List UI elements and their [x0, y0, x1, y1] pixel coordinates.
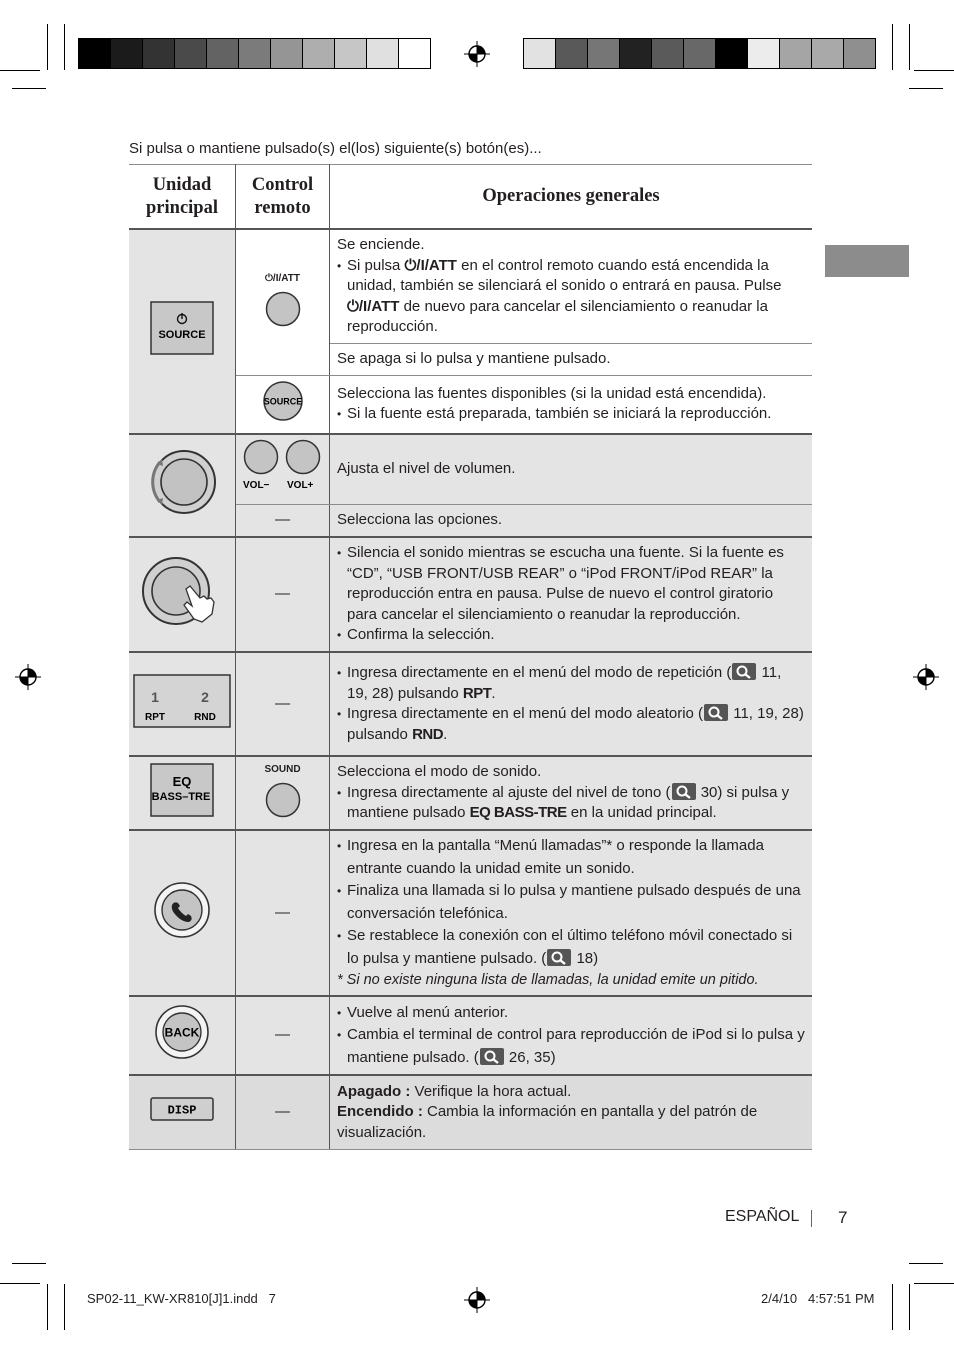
color-swatch [366, 38, 399, 69]
color-swatch [843, 38, 876, 69]
header-remote: Control remoto [236, 165, 330, 230]
color-swatch [206, 38, 239, 69]
call-menu-bullet: • Ingresa en la pantalla “Menú llamadas”* o responde la llamada entrante cuando la unidad emite un sonido. [337, 835, 806, 880]
crop-mark [64, 24, 65, 70]
color-swatch [238, 38, 271, 69]
color-swatch [587, 38, 620, 69]
disp-on-line: Encendido : Cambia la información en pantalla y del patrón de visualización. [337, 1103, 758, 1141]
call-list-footnote: * Si no existe ninguna lista de llamadas, la unidad emite un pitido. [337, 972, 759, 989]
random-bullet: • Ingresa directamente en el menú del modo aleatorio ( 11, 19, 28) pulsando RND. [337, 704, 806, 745]
volume-remote-cell [236, 434, 330, 504]
svg-text:RND: RND [194, 711, 216, 723]
crop-mark [47, 24, 48, 70]
crop-mark [892, 24, 893, 70]
disp-off-line: Apagado : Verifique la hora actual. [337, 1082, 572, 1100]
color-swatch [334, 38, 367, 69]
sound-remote-button-icon [263, 780, 303, 820]
sound-label: SOUND [264, 763, 301, 775]
back-button-icon [153, 1003, 211, 1061]
power-on-description [330, 229, 813, 343]
intro-text: Si pulsa o mantiene pulsado(s) el(los) siguiente(s) botón(es)... [129, 140, 542, 157]
source-button-cell [129, 229, 236, 434]
svg-text:VOL−: VOL− [242, 480, 269, 491]
phone-description [330, 830, 813, 996]
crop-mark [0, 70, 40, 71]
crop-mark [47, 1284, 48, 1330]
options-description: Selecciona las opciones. [330, 504, 813, 537]
ipod-control-bullet: • Cambia el terminal de control para reproducción de iPod si lo pulsa y mantiene pulsado. ( 26, 35) [337, 1024, 806, 1069]
color-swatch [779, 38, 812, 69]
press-knob-cell [129, 537, 236, 652]
source-select-text: Selecciona las fuentes disponibles (si la unidad está encendida). [337, 384, 767, 402]
reference-magnifier-icon [732, 663, 756, 680]
crop-mark [909, 1284, 910, 1330]
source-select-description [330, 375, 813, 434]
table-header-row [129, 165, 812, 230]
svg-text:RPT: RPT [145, 711, 165, 723]
power-att-bullet: • Si pulsa ⏻/I/ATT en el control remoto cuando está encendida la unidad, también se silenciará el sonido o entrará en pausa. Pulse ⏻/I/ATT de nuevo para cancelar el silenciamiento o reanudar la reproducción. [337, 256, 806, 338]
crop-mark [64, 1284, 65, 1330]
previous-menu-bullet: • Vuelve al menú anterior. [337, 1002, 806, 1025]
rpt-rnd-description [330, 652, 813, 756]
color-swatch [398, 38, 431, 69]
svg-text:2: 2 [201, 688, 209, 705]
sound-mode-text: Selecciona el modo de sonido. [337, 763, 542, 781]
crop-mark [0, 1283, 40, 1284]
color-swatch [110, 38, 143, 69]
color-swatch [555, 38, 588, 69]
power-att-remote-button-icon [263, 289, 303, 329]
source-remote-cell [236, 375, 330, 434]
crop-mark [914, 70, 954, 71]
svg-text:BACK: BACK [164, 1025, 200, 1040]
tone-bullet: • Ingresa directamente al ajuste del nivel de tono ( 30) si pulsa y mantiene pulsado EQ BASS-TRE en la unidad principal. [337, 783, 806, 824]
svg-text:SOURCE: SOURCE [263, 396, 302, 407]
language-tab [825, 245, 909, 277]
crop-mark [909, 24, 910, 70]
reference-magnifier-icon [480, 1048, 504, 1065]
svg-text:DISP: DISP [167, 1103, 197, 1118]
color-swatch [651, 38, 684, 69]
sound-remote-cell [236, 756, 330, 830]
svg-text:EQ: EQ [172, 773, 192, 789]
power-off-description: Se apaga si lo pulsa y mantiene pulsado. [330, 343, 813, 375]
crop-mark [909, 88, 943, 89]
reference-magnifier-icon [704, 704, 728, 721]
press-description [330, 537, 813, 652]
eq-button-cell [129, 756, 236, 830]
reference-magnifier-icon [547, 949, 571, 966]
registration-mark-icon [464, 1287, 490, 1313]
source-remote-button-icon [261, 379, 305, 423]
color-swatch [715, 38, 748, 69]
end-call-bullet: • Finaliza una llamada si lo pulsa y mantiene pulsado después de una conversación telefónica. [337, 880, 806, 925]
press-knob-hand-icon [140, 555, 224, 627]
reference-magnifier-icon [672, 783, 696, 800]
mute-bullet: • Silencia el sonido mientras se escucha una fuente. Si la fuente es “CD”, “USB FRONT/USB REAR” o “iPod FRONT/iPod REAR” la reproducción entra en pausa. Pulse de nuevo el control giratorio para cancelar el silenciamiento o reanudar la reproducción. [337, 543, 806, 625]
repeat-bullet: • Ingresa directamente en el menú del modo de repetición ( 11, 19, 28) pulsando RPT. [337, 663, 806, 704]
volume-knob-cell [129, 434, 236, 537]
power-att-remote-cell [236, 229, 330, 375]
press-remote-dash: — [236, 537, 330, 652]
color-swatch [811, 38, 844, 69]
registration-mark-icon [464, 41, 490, 67]
volume-knob-rotate-icon [142, 442, 222, 522]
confirm-bullet: • Confirma la selección. [337, 625, 806, 646]
color-swatch [270, 38, 303, 69]
color-swatch [78, 38, 111, 69]
color-swatch [619, 38, 652, 69]
footer-language: ESPAÑOL [725, 1208, 800, 1225]
color-swatch [302, 38, 335, 69]
color-swatch [523, 38, 556, 69]
phone-button-icon [152, 880, 212, 940]
crop-mark [914, 1283, 954, 1284]
power-att-label: ⏻/I/ATT [265, 272, 300, 284]
color-swatch [142, 38, 175, 69]
rpt-rnd-buttons-icon [133, 674, 231, 728]
options-remote-dash: — [236, 504, 330, 537]
back-button-cell [129, 996, 236, 1075]
disp-description [330, 1075, 813, 1149]
back-remote-dash: — [236, 996, 330, 1075]
reconnect-bullet: • Se restablece la conexión con el último teléfono móvil conectado si lo pulsa y mantiene pulsado. ( 18) [337, 925, 806, 970]
print-slug-date: 2/4/10 4:57:51 PM [761, 1291, 875, 1306]
header-operations: Operaciones generales [330, 165, 813, 230]
disp-button-cell [129, 1075, 236, 1149]
footer-separator [811, 1210, 812, 1227]
color-swatch [174, 38, 207, 69]
source-power-button-icon [150, 301, 214, 355]
eq-bass-tre-button-icon [150, 763, 214, 817]
crop-mark [909, 1263, 943, 1264]
disp-button-icon [150, 1097, 214, 1121]
registration-mark-icon [15, 664, 41, 690]
color-swatch [683, 38, 716, 69]
eq-description [330, 756, 813, 830]
disp-remote-dash: — [236, 1075, 330, 1149]
color-swatch [747, 38, 780, 69]
phone-button-cell [129, 830, 236, 996]
source-select-bullet: • Si la fuente está preparada, también se iniciará la reproducción. [337, 404, 806, 425]
print-slug-file: SP02-11_KW-XR810[J]1.indd 7 [87, 1291, 276, 1306]
svg-text:VOL+: VOL+ [286, 480, 313, 491]
svg-text:SOURCE: SOURCE [158, 329, 206, 342]
phone-remote-dash: — [236, 830, 330, 996]
volume-remote-buttons-icon [241, 437, 325, 495]
registration-mark-icon [913, 664, 939, 690]
operations-table [129, 164, 812, 1150]
svg-text:1: 1 [151, 688, 159, 705]
power-on-text: Se enciende. [337, 236, 425, 253]
volume-description: Ajusta el nivel de volumen. [330, 434, 813, 504]
page-number: 7 [838, 1208, 848, 1227]
rpt-rnd-button-cell [129, 652, 236, 756]
header-main-unit: Unidad principal [129, 165, 236, 230]
crop-mark [12, 88, 46, 89]
crop-mark [892, 1284, 893, 1330]
crop-mark [12, 1263, 46, 1264]
rpt-remote-dash: — [236, 652, 330, 756]
back-description [330, 996, 813, 1075]
svg-text:BASS–TRE: BASS–TRE [151, 790, 211, 803]
